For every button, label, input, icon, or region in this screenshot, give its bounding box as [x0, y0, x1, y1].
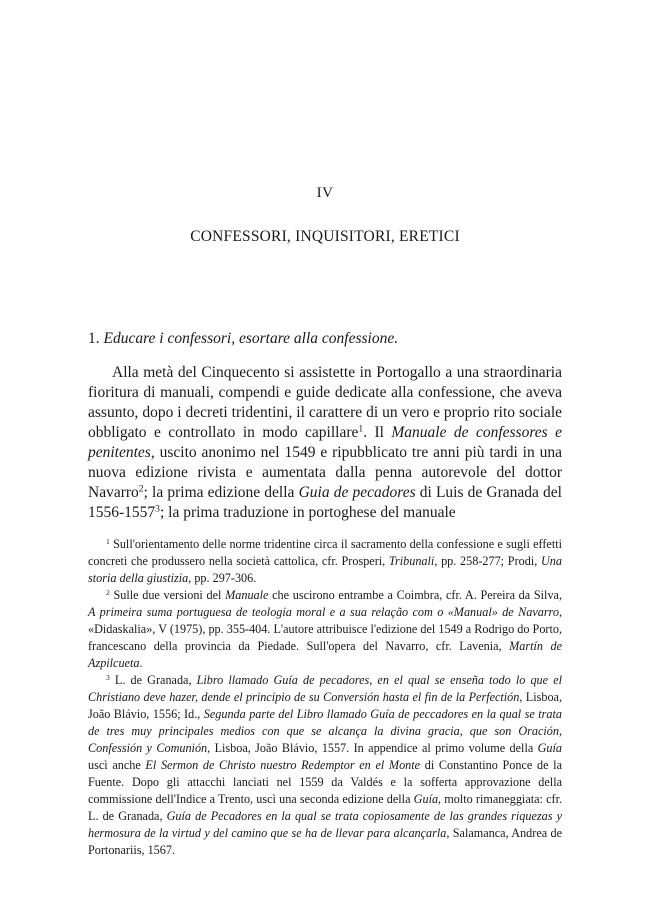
- section-heading: [88, 330, 568, 348]
- footnote-number: 2: [106, 587, 110, 597]
- footnote-ref-1[interactable]: 1: [358, 423, 364, 435]
- chapter-number: IV: [316, 185, 334, 201]
- section-title: Educare i confessori, esortare alla confessione.: [103, 330, 399, 347]
- footnote-3: $^3$ L. de Granada, Libro llamado Guía de pecadores, en el qual se enseña todo lo que el Christiano deve hazer, dende el principio de su Conversión hasta el fin de la Perfectión, Lisboa, João Blávio, 1556; Id., Segunda parte del Libro llamado Guía de peccadores en la qual se trata de tres muy principales medios con que se alcança la divina gracia, que son Oración, Confessión y Comunión, Lisboa, João Blávio, 1557. In appendice al primo volume della Guía uscì anche El Sermon de Christo nuestro Redemptor en el Monte di Constantino Ponce de la Fuente. Dopo gli attacchi lanciati nel 1559 da Valdés e la sofferta approvazione della commissione dell'Indice a Trento, uscì una seconda edizione della Guía, molto rimaneggiata: cfr. L. de Granada, Guía de Pecadores en la qual se trata copiosamente de las grandes riquezas y hermosura de la virtud y del camino que se ha de llevar para alcançarla, Salamanca, Andrea de Portonariis, 1567.: [88, 672, 563, 857]
- body-paragraph: Alla metà del Cinquecento si assistette in Portogallo a una straordinaria fioritura di manuali, compendi e guide dedicate alla confessione, che aveva assunto, dopo i decreti tridentini, il carattere di un vero e proprio rito sociale obbligato e controllato in modo capillare$^1$. Il Manuale de confessores e penitentes, uscito anonimo nel 1549 e ripubblicato tre anni più tardi in una nuova edizione rivista e aumentata dalla penna autorevole del dottor Navarro$^2$; la prima edizione della Guia de pecadores di Luis de Granada del 1556-1557$^3$; la prima traduzione in portoghese del manuale: [88, 364, 562, 521]
- footnote-number: 1: [106, 536, 110, 546]
- footnote-ref-3[interactable]: 3: [155, 503, 160, 515]
- footnote-1: $^1$ Sull'orientamento delle norme tridentine circa il sacramento della confessione e sugli effetti concreti che produssero nella società cattolica, cfr. Prosperi, Tribunali, pp. 258-277; Prodi, Una storia della giustizia, pp. 297-306.: [88, 536, 562, 585]
- section-number: 1.: [88, 330, 100, 347]
- body-text: [88, 363, 562, 523]
- footnote-ref-2[interactable]: 2: [138, 483, 144, 495]
- footnote-number: 3: [106, 672, 110, 682]
- chapter-title: CONFESSORI, INQUISITORI, ERETICI: [190, 228, 460, 245]
- footnotes: [88, 536, 562, 859]
- footnote-2: $^2$ Sulle due versioni del Manuale che uscirono entrambe a Coimbra, cfr. A. Pereira da Silva, A primeira suma portuguesa de teologia moral e a sua relação com o «Manual» de Navarro, «Didaskalia», V (1975), pp. 355-404. L'autore attribuisce l'edizione del 1549 a Rodrigo do Porto, francescano della provincia da Piedade. Sull'opera del Navarro, cfr. Lavenia, Martín de Azpilcueta.: [88, 587, 562, 670]
